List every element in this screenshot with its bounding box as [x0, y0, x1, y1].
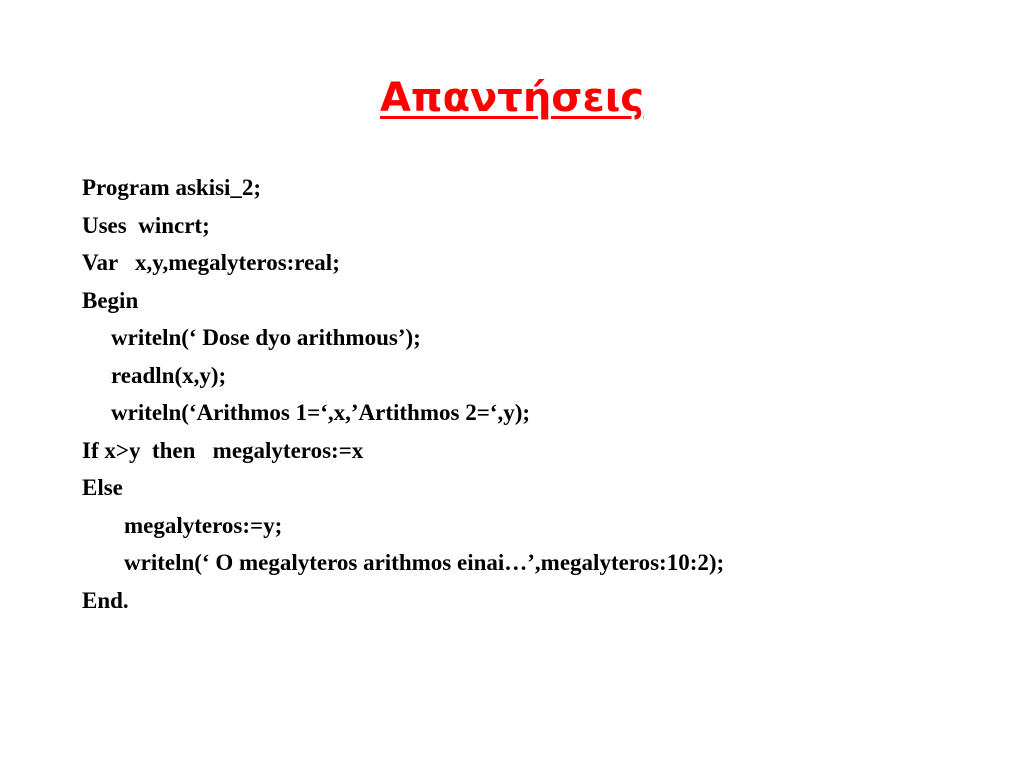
slide-title: Απαντήσεις	[379, 75, 645, 121]
code-line: Uses wincrt;	[82, 212, 210, 238]
code-line: writeln(‘Arithmos 1=‘,x,’Artithmos 2=‘,y);	[111, 400, 531, 425]
code-line: writeln(‘ Dose dyo arithmous’);	[111, 325, 421, 350]
code-line: writeln(‘ O megalyteros arithmos einai…’,megalyteros:10:2);	[124, 550, 725, 575]
code-line: Program askisi_2;	[82, 175, 262, 200]
code-line: readln(x,y);	[111, 362, 227, 388]
code-line: If x>y then megalyteros:=x	[82, 437, 364, 463]
code-listing	[82, 169, 1002, 619]
code-line: megalyteros:=y;	[124, 512, 283, 538]
code-line: Begin	[82, 287, 139, 313]
code-line: End.	[82, 587, 129, 613]
code-line: Var x,y,megalyteros:real;	[82, 250, 340, 275]
code-line: Else	[82, 475, 123, 500]
